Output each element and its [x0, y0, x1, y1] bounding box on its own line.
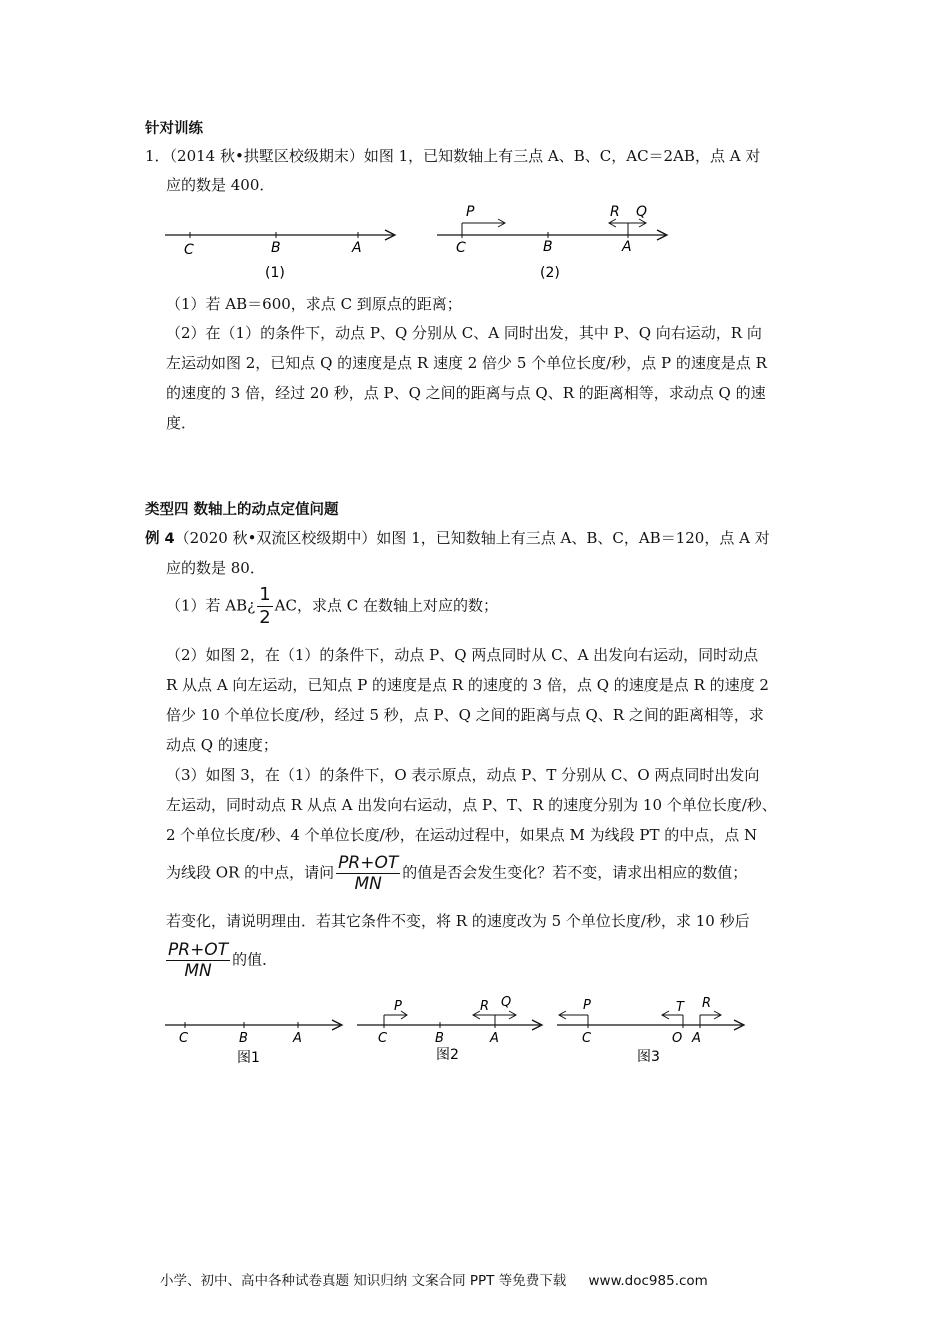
text: 的值． — [232, 950, 278, 969]
question-line: 的速度的 3 倍，经过 20 秒，点 P、Q 之间的距离与点 Q、R 的距离相等，求动点 Q 的速 — [166, 384, 766, 402]
figure-caption: (2) — [540, 265, 560, 281]
number-line-figure-B — [352, 988, 550, 1070]
fraction-denominator: MN — [184, 961, 212, 981]
question-line: R 从点 A 向左运动，已知点 P 的速度是点 R 的速度的 3 倍，点 Q 的速度是点 R 的速度 2 — [166, 676, 769, 694]
fraction-numerator: PR+OT — [168, 940, 229, 960]
point-label: Q — [501, 995, 512, 1010]
text: 为线段 OR 的中点，请问 — [166, 863, 335, 882]
point-label: R — [702, 996, 712, 1011]
point-label: C — [582, 1031, 592, 1046]
text: 的值是否会发生变化？若不变，请求出相应的数值； — [402, 863, 748, 882]
point-label: C — [378, 1031, 388, 1046]
question-line: 倍少 10 个单位长度/秒，经过 5 秒，点 P、Q 之间的距离与点 Q、R 之间的距离相等，求 — [166, 706, 764, 724]
question-line: 1．（2014 秋•拱墅区校级期末）如图 1，已知数轴上有三点 A、B、C，AC＝2AB，点 A 对 — [145, 147, 761, 165]
question-line: 左运动，同时动点 R 从点 A 出发向右运动，点 P、T、R 的速度分别为 10 个单位长度/秒、 — [166, 796, 777, 814]
number-line-figure-2 — [432, 200, 677, 286]
number-line-figure-C — [552, 990, 752, 1070]
fraction — [257, 584, 272, 629]
number-line-figure-A — [160, 1010, 350, 1070]
point-label: C — [179, 1031, 189, 1046]
question-line: 应的数是 80． — [166, 559, 265, 577]
text: AC，求点 C 在数轴上对应的数； — [274, 596, 498, 615]
example-label: 例 4 — [145, 531, 175, 547]
figure-caption: (1) — [265, 265, 285, 281]
question-line: （2）如图 2，在（1）的条件下，动点 P、Q 两点同时从 C、A 出发向右运动，同时动点 — [166, 646, 759, 664]
question-line: 若变化，请说明理由．若其它条件不变，将 R 的速度改为 5 个单位长度/秒，求 10 秒后 — [166, 912, 750, 930]
point-label: C — [456, 240, 466, 256]
question-line-with-fraction — [166, 940, 277, 981]
point-label: B — [435, 1031, 444, 1046]
question-line-with-fraction — [166, 853, 747, 894]
question-line: 动点 Q 的速度； — [166, 736, 278, 754]
point-label: C — [184, 242, 194, 258]
fraction-numerator: PR+OT — [338, 853, 399, 873]
point-label: P — [394, 999, 402, 1014]
question-line-with-fraction — [166, 584, 498, 629]
point-label: T — [676, 1000, 684, 1015]
point-label: P — [583, 998, 591, 1013]
point-label: R — [480, 999, 490, 1014]
point-label: O — [672, 1031, 683, 1046]
figure-caption: 图1 — [237, 1050, 260, 1066]
fraction-denominator: 2 — [259, 607, 271, 628]
point-label: A — [622, 239, 632, 255]
example-text: （2020 秋•双流区校级期中）如图 1，已知数轴上有三点 A、B、C，AB＝120，点 A 对 — [174, 529, 770, 547]
point-label: A — [293, 1031, 302, 1046]
point-label: A — [490, 1031, 499, 1046]
fraction — [166, 940, 230, 981]
point-label: A — [352, 240, 362, 256]
number-line-figure-1 — [160, 222, 410, 286]
footer-text: 小学、初中、高中各种试卷真题 知识归纳 文案合同 PPT 等免费下载 — [160, 1273, 567, 1289]
figure-caption: 图3 — [637, 1049, 660, 1065]
text: （1）若 AB¿ — [166, 596, 256, 615]
question-line: （1）若 AB＝600，求点 C 到原点的距离； — [166, 295, 462, 313]
fraction — [336, 853, 400, 894]
section-heading: 针对训练 — [145, 121, 203, 137]
question-line: 度． — [166, 414, 197, 432]
point-label: Q — [636, 204, 648, 220]
example-line — [145, 527, 770, 548]
question-line: （2）在（1）的条件下，动点 P、Q 分别从 C、A 同时出发，其中 P、Q 向右运动，R 向 — [166, 324, 762, 342]
point-label: B — [239, 1031, 248, 1046]
section-heading: 类型四 数轴上的动点定值问题 — [145, 502, 339, 518]
point-label: B — [543, 239, 553, 255]
question-line: （3）如图 3，在（1）的条件下，O 表示原点，动点 P、T 分别从 C、O 两点同时出发向 — [166, 766, 760, 784]
footer — [160, 1269, 708, 1289]
question-line: 应的数是 400． — [166, 176, 275, 194]
figure-caption: 图2 — [436, 1047, 459, 1063]
point-label: R — [610, 204, 620, 220]
point-label: P — [466, 204, 475, 220]
question-line: 左运动如图 2，已知点 Q 的速度是点 R 速度 2 倍少 5 个单位长度/秒，点 P 的速度是点 R — [166, 354, 767, 372]
point-label: B — [271, 240, 281, 256]
footer-link[interactable]: www.doc985.com — [588, 1273, 708, 1289]
question-line: 2 个单位长度/秒、4 个单位长度/秒，在运动过程中，如果点 M 为线段 PT 的中点，点 N — [166, 826, 758, 844]
point-label: A — [692, 1031, 701, 1046]
fraction-denominator: MN — [354, 874, 382, 894]
fraction-numerator: 1 — [259, 584, 271, 605]
